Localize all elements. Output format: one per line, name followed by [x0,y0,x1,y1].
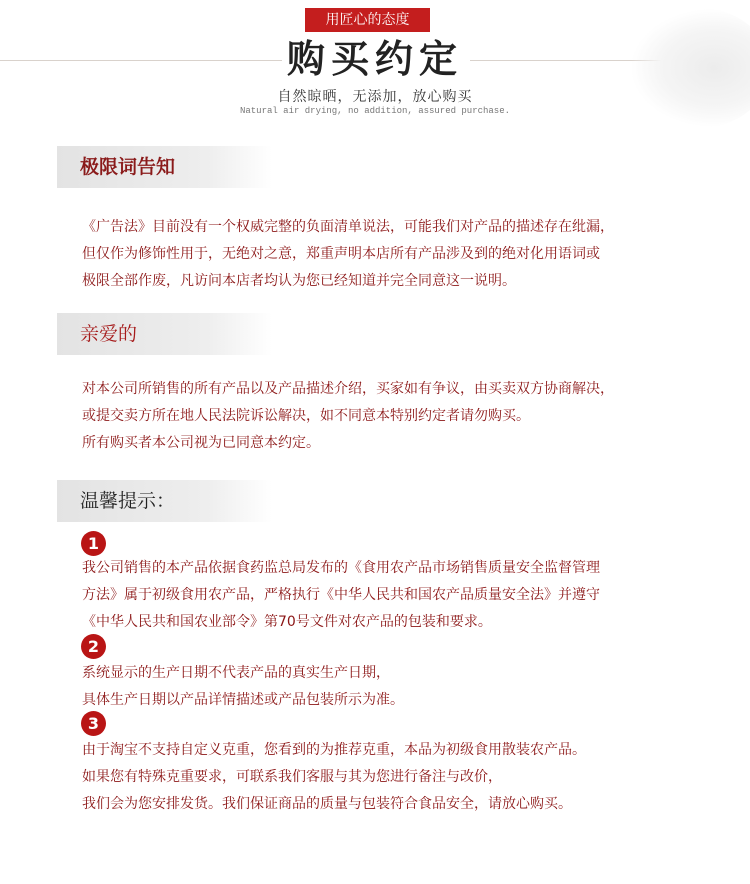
tip-number-badge: 2 [81,634,106,659]
tagline-badge: 用匠心的态度 [305,8,430,32]
tip-item-2 [82,660,702,714]
paragraph-line: 所有购买者本公司视为已同意本约定。 [82,435,320,451]
tip-line: 我公司销售的本产品依据食药监总局发布的《食用农产品市场销售质量安全监督管理 [82,560,600,576]
tip-number-badge: 3 [81,711,106,736]
paragraph-line: 极限全部作废，凡访问本店者均认为您已经知道并完全同意这一说明。 [82,273,516,289]
page-header [0,0,750,130]
section-heading-tips: 温馨提示： [57,480,272,522]
paragraph-line: 但仅作为修饰性用于，无绝对之意，郑重声明本店所有产品涉及到的绝对化用语词或 [82,246,600,262]
subtitle-english: Natural air drying, no addition, assured purchase. [239,106,511,116]
tip-line: 具体生产日期以产品详情描述或产品包装所示为准。 [82,692,404,708]
tip-number-badge: 1 [81,531,106,556]
section-heading-limit-words: 极限词告知 [57,146,272,188]
paragraph-line: 《广告法》目前没有一个权威完整的负面清单说法，可能我们对产品的描述存在纰漏， [82,219,614,235]
tip-line: 由于淘宝不支持自定义克重，您看到的为推荐克重，本品为初级食用散装农产品。 [82,742,586,758]
subtitle-chinese: 自然晾晒，无添加，放心购买 [277,89,473,105]
tip-item-3 [82,737,702,818]
paragraph-line: 或提交卖方所在地人民法院诉讼解决，如不同意本特别约定者请勿购买。 [82,408,530,424]
section-heading-dear: 亲爱的 [57,313,272,355]
section-body-dear [82,376,682,457]
header-divider-left [0,60,282,61]
page-title: 购买约定 [286,36,463,81]
tip-line: 方法》属于初级食用农产品，严格执行《中华人民共和国农产品质量安全法》并遵守 [82,587,600,603]
decorative-flower-watermark [630,8,750,128]
tip-line: 如果您有特殊克重要求，可联系我们客服与其为您进行备注与改价， [82,769,502,785]
tip-line: 我们会为您安排发货。我们保证商品的质量与包装符合食品安全，请放心购买。 [82,796,572,812]
section-body-limit-words [82,214,682,295]
tip-line: 《中华人民共和国农业部令》第70号文件对农产品的包装和要求。 [82,614,492,630]
paragraph-line: 对本公司所销售的所有产品以及产品描述介绍，买家如有争议，由买卖双方协商解决， [82,381,614,397]
tip-item-1 [82,555,702,636]
tip-line: 系统显示的生产日期不代表产品的真实生产日期， [82,665,390,681]
